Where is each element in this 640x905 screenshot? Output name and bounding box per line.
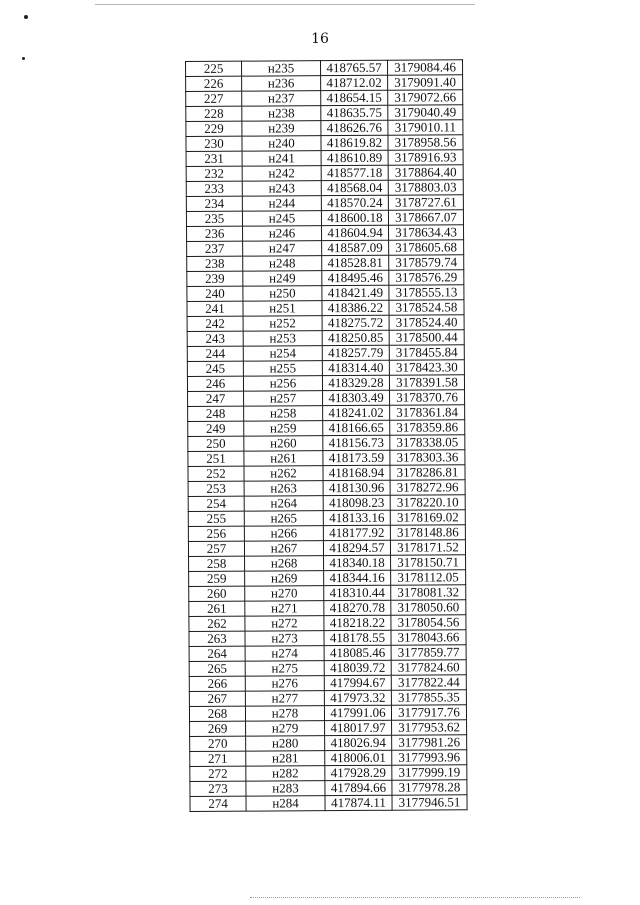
point-index-cell: 229 (186, 121, 242, 136)
point-index-cell: 253 (188, 481, 244, 496)
point-index-cell: 264 (189, 646, 245, 661)
x-coordinate-cell: 417991.06 (324, 705, 391, 720)
point-name-cell: н252 (243, 316, 322, 331)
point-name-cell: н237 (242, 91, 321, 106)
point-name-cell: н275 (245, 661, 324, 676)
point-name-cell: н263 (244, 481, 323, 496)
x-coordinate-cell: 418303.49 (323, 390, 390, 405)
x-coordinate-cell: 418386.22 (322, 300, 389, 315)
y-coordinate-cell: 3177999.19 (392, 765, 467, 780)
point-name-cell: н272 (245, 616, 324, 631)
point-name-cell: н249 (243, 271, 322, 286)
point-name-cell: н245 (242, 211, 321, 226)
x-coordinate-cell: 418006.01 (325, 750, 392, 765)
scan-bottom-noise (250, 897, 580, 899)
point-index-cell: 256 (188, 526, 244, 541)
point-name-cell: н257 (244, 391, 323, 406)
point-name-cell: н239 (242, 121, 321, 136)
y-coordinate-cell: 3178361.84 (390, 405, 465, 420)
x-coordinate-cell: 418178.55 (324, 630, 391, 645)
point-index-cell: 259 (189, 571, 245, 586)
point-index-cell: 244 (187, 346, 243, 361)
x-coordinate-cell: 417973.32 (324, 690, 391, 705)
point-index-cell: 239 (187, 271, 243, 286)
point-index-cell: 262 (189, 616, 245, 631)
y-coordinate-cell: 3178524.40 (389, 315, 464, 330)
y-coordinate-cell: 3178455.84 (389, 345, 464, 360)
point-name-cell: н265 (244, 511, 323, 526)
y-coordinate-cell: 3178286.81 (390, 465, 465, 480)
x-coordinate-cell: 418314.40 (322, 360, 389, 375)
point-name-cell: н266 (244, 526, 323, 541)
y-coordinate-cell: 3178370.76 (390, 390, 465, 405)
x-coordinate-cell: 418017.97 (325, 720, 392, 735)
x-coordinate-cell: 418173.59 (323, 450, 390, 465)
point-name-cell: н236 (242, 76, 321, 91)
point-name-cell: н258 (244, 406, 323, 421)
y-coordinate-cell: 3177978.28 (392, 780, 467, 795)
point-name-cell: н261 (244, 451, 323, 466)
y-coordinate-cell: 3177953.62 (392, 720, 467, 735)
point-name-cell: н246 (243, 226, 322, 241)
y-coordinate-cell: 3178576.29 (389, 270, 464, 285)
y-coordinate-cell: 3178081.32 (391, 585, 466, 600)
coordinates-table-body (186, 60, 468, 812)
point-name-cell: н279 (246, 721, 325, 736)
x-coordinate-cell: 418168.94 (323, 465, 390, 480)
point-name-cell: н281 (246, 751, 325, 766)
y-coordinate-cell: 3178864.40 (388, 165, 463, 180)
point-name-cell: н243 (242, 181, 321, 196)
point-name-cell: н251 (243, 301, 322, 316)
point-name-cell: н241 (242, 151, 321, 166)
x-coordinate-cell: 418026.94 (325, 735, 392, 750)
y-coordinate-cell: 3178555.13 (389, 285, 464, 300)
y-coordinate-cell: 3179010.11 (388, 120, 463, 135)
point-name-cell: н259 (244, 421, 323, 436)
y-coordinate-cell: 3178148.86 (390, 525, 465, 540)
point-index-cell: 233 (186, 181, 242, 196)
x-coordinate-cell: 418654.15 (321, 90, 388, 105)
point-index-cell: 255 (188, 511, 244, 526)
x-coordinate-cell: 418085.46 (324, 645, 391, 660)
y-coordinate-cell: 3178112.05 (391, 570, 466, 585)
point-name-cell: н268 (245, 556, 324, 571)
x-coordinate-cell: 418039.72 (324, 660, 391, 675)
y-coordinate-cell: 3178150.71 (391, 555, 466, 570)
x-coordinate-cell: 417894.66 (325, 780, 392, 795)
scan-top-rule (95, 4, 475, 5)
point-name-cell: н283 (246, 781, 325, 796)
x-coordinate-cell: 418712.02 (321, 75, 388, 90)
y-coordinate-cell: 3178579.74 (389, 255, 464, 270)
point-name-cell: н260 (244, 436, 323, 451)
y-coordinate-cell: 3177822.44 (391, 675, 466, 690)
point-index-cell: 263 (189, 631, 245, 646)
x-coordinate-cell: 418250.85 (322, 330, 389, 345)
x-coordinate-cell: 418177.92 (323, 525, 390, 540)
point-index-cell: 236 (187, 226, 243, 241)
point-index-cell: 248 (188, 406, 244, 421)
point-index-cell: 273 (190, 781, 246, 796)
point-index-cell: 235 (186, 211, 242, 226)
point-index-cell: 274 (190, 796, 246, 811)
point-index-cell: 249 (188, 421, 244, 436)
y-coordinate-cell: 3177859.77 (391, 645, 466, 660)
point-index-cell: 246 (187, 376, 243, 391)
x-coordinate-cell: 418577.18 (321, 165, 388, 180)
x-coordinate-cell: 418568.04 (321, 180, 388, 195)
table-row (190, 795, 467, 812)
x-coordinate-cell: 418421.49 (322, 285, 389, 300)
point-index-cell: 251 (188, 451, 244, 466)
x-coordinate-cell: 418133.16 (323, 510, 390, 525)
point-index-cell: 271 (190, 751, 246, 766)
x-coordinate-cell: 418344.16 (324, 570, 391, 585)
y-coordinate-cell: 3178727.61 (388, 195, 463, 210)
y-coordinate-cell: 3178634.43 (389, 225, 464, 240)
x-coordinate-cell: 418310.44 (324, 585, 391, 600)
point-index-cell: 270 (190, 736, 246, 751)
x-coordinate-cell: 418340.18 (324, 555, 391, 570)
x-coordinate-cell: 418619.82 (321, 135, 388, 150)
point-index-cell: 245 (187, 361, 243, 376)
y-coordinate-cell: 3178667.07 (388, 210, 463, 225)
point-name-cell: н273 (245, 631, 324, 646)
point-name-cell: н242 (242, 166, 321, 181)
x-coordinate-cell: 418218.22 (324, 615, 391, 630)
x-coordinate-cell: 418294.57 (323, 540, 390, 555)
x-coordinate-cell: 418098.23 (323, 495, 390, 510)
point-name-cell: н250 (243, 286, 322, 301)
y-coordinate-cell: 3178043.66 (391, 630, 466, 645)
y-coordinate-cell: 3178958.56 (388, 135, 463, 150)
point-name-cell: н248 (243, 256, 322, 271)
y-coordinate-cell: 3178171.52 (390, 540, 465, 555)
y-coordinate-cell: 3178054.56 (391, 615, 466, 630)
point-name-cell: н240 (242, 136, 321, 151)
point-name-cell: н255 (243, 361, 322, 376)
point-index-cell: 257 (188, 541, 244, 556)
point-index-cell: 258 (189, 556, 245, 571)
scan-dot-mark (24, 15, 28, 19)
x-coordinate-cell: 417928.29 (325, 765, 392, 780)
point-index-cell: 228 (186, 106, 242, 121)
y-coordinate-cell: 3177981.26 (392, 735, 467, 750)
x-coordinate-cell: 418329.28 (322, 375, 389, 390)
point-index-cell: 272 (190, 766, 246, 781)
point-name-cell: н235 (242, 61, 321, 76)
point-name-cell: н256 (243, 376, 322, 391)
point-index-cell: 230 (186, 136, 242, 151)
point-name-cell: н253 (243, 331, 322, 346)
point-name-cell: н280 (246, 736, 325, 751)
x-coordinate-cell: 418275.72 (322, 315, 389, 330)
point-name-cell: н254 (243, 346, 322, 361)
x-coordinate-cell: 418600.18 (321, 210, 388, 225)
y-coordinate-cell: 3178500.44 (389, 330, 464, 345)
x-coordinate-cell: 418587.09 (322, 240, 389, 255)
point-index-cell: 242 (187, 316, 243, 331)
x-coordinate-cell: 418610.89 (321, 150, 388, 165)
y-coordinate-cell: 3178803.03 (388, 180, 463, 195)
point-name-cell: н262 (244, 466, 323, 481)
y-coordinate-cell: 3178605.68 (389, 240, 464, 255)
point-index-cell: 238 (187, 256, 243, 271)
coordinates-table (185, 59, 468, 812)
point-name-cell: н278 (245, 706, 324, 721)
y-coordinate-cell: 3178423.30 (389, 360, 464, 375)
x-coordinate-cell: 418765.57 (321, 60, 388, 75)
y-coordinate-cell: 3178338.05 (390, 435, 465, 450)
y-coordinate-cell: 3177824.60 (391, 660, 466, 675)
y-coordinate-cell: 3179040.49 (388, 105, 463, 120)
point-index-cell: 247 (188, 391, 244, 406)
point-name-cell: н247 (243, 241, 322, 256)
point-index-cell: 237 (187, 241, 243, 256)
x-coordinate-cell: 418257.79 (322, 345, 389, 360)
x-coordinate-cell: 418156.73 (323, 435, 390, 450)
y-coordinate-cell: 3178359.86 (390, 420, 465, 435)
x-coordinate-cell: 418604.94 (322, 225, 389, 240)
point-index-cell: 227 (186, 91, 242, 106)
point-index-cell: 231 (186, 151, 242, 166)
point-name-cell: н284 (246, 796, 325, 811)
point-index-cell: 232 (186, 166, 242, 181)
y-coordinate-cell: 3178220.10 (390, 495, 465, 510)
point-index-cell: 225 (186, 61, 242, 76)
point-index-cell: 252 (188, 466, 244, 481)
point-name-cell: н270 (245, 586, 324, 601)
y-coordinate-cell: 3178524.58 (389, 300, 464, 315)
y-coordinate-cell: 3177855.35 (391, 690, 466, 705)
x-coordinate-cell: 418635.75 (321, 105, 388, 120)
page-number: 16 (311, 31, 329, 47)
point-name-cell: н276 (245, 676, 324, 691)
y-coordinate-cell: 3178916.93 (388, 150, 463, 165)
point-index-cell: 260 (189, 586, 245, 601)
x-coordinate-cell: 418130.96 (323, 480, 390, 495)
point-index-cell: 226 (186, 76, 242, 91)
y-coordinate-cell: 3177917.76 (391, 705, 466, 720)
y-coordinate-cell: 3179091.40 (388, 75, 463, 90)
point-index-cell: 240 (187, 286, 243, 301)
y-coordinate-cell: 3178391.58 (389, 375, 464, 390)
point-index-cell: 234 (186, 196, 242, 211)
point-name-cell: н271 (245, 601, 324, 616)
x-coordinate-cell: 417994.67 (324, 675, 391, 690)
point-name-cell: н282 (246, 766, 325, 781)
point-index-cell: 268 (189, 706, 245, 721)
point-index-cell: 250 (188, 436, 244, 451)
y-coordinate-cell: 3178303.36 (390, 450, 465, 465)
x-coordinate-cell: 418626.76 (321, 120, 388, 135)
x-coordinate-cell: 418270.78 (324, 600, 391, 615)
point-name-cell: н238 (242, 106, 321, 121)
y-coordinate-cell: 3178169.02 (390, 510, 465, 525)
point-index-cell: 254 (188, 496, 244, 511)
x-coordinate-cell: 418528.81 (322, 255, 389, 270)
x-coordinate-cell: 418166.65 (323, 420, 390, 435)
point-name-cell: н244 (242, 196, 321, 211)
y-coordinate-cell: 3179084.46 (387, 60, 462, 75)
y-coordinate-cell: 3178050.60 (391, 600, 466, 615)
point-index-cell: 269 (190, 721, 246, 736)
x-coordinate-cell: 418495.46 (322, 270, 389, 285)
x-coordinate-cell: 418241.02 (323, 405, 390, 420)
point-name-cell: н264 (244, 496, 323, 511)
x-coordinate-cell: 417874.11 (325, 795, 392, 810)
y-coordinate-cell: 3177993.96 (392, 750, 467, 765)
point-index-cell: 267 (189, 691, 245, 706)
point-index-cell: 243 (187, 331, 243, 346)
point-index-cell: 241 (187, 301, 243, 316)
point-index-cell: 265 (189, 661, 245, 676)
point-index-cell: 261 (189, 601, 245, 616)
y-coordinate-cell: 3179072.66 (388, 90, 463, 105)
point-name-cell: н269 (245, 571, 324, 586)
y-coordinate-cell: 3178272.96 (390, 480, 465, 495)
point-index-cell: 266 (189, 676, 245, 691)
point-name-cell: н277 (245, 691, 324, 706)
point-name-cell: н274 (245, 646, 324, 661)
x-coordinate-cell: 418570.24 (321, 195, 388, 210)
y-coordinate-cell: 3177946.51 (392, 795, 467, 810)
point-name-cell: н267 (244, 541, 323, 556)
scan-dot-mark (22, 57, 25, 60)
